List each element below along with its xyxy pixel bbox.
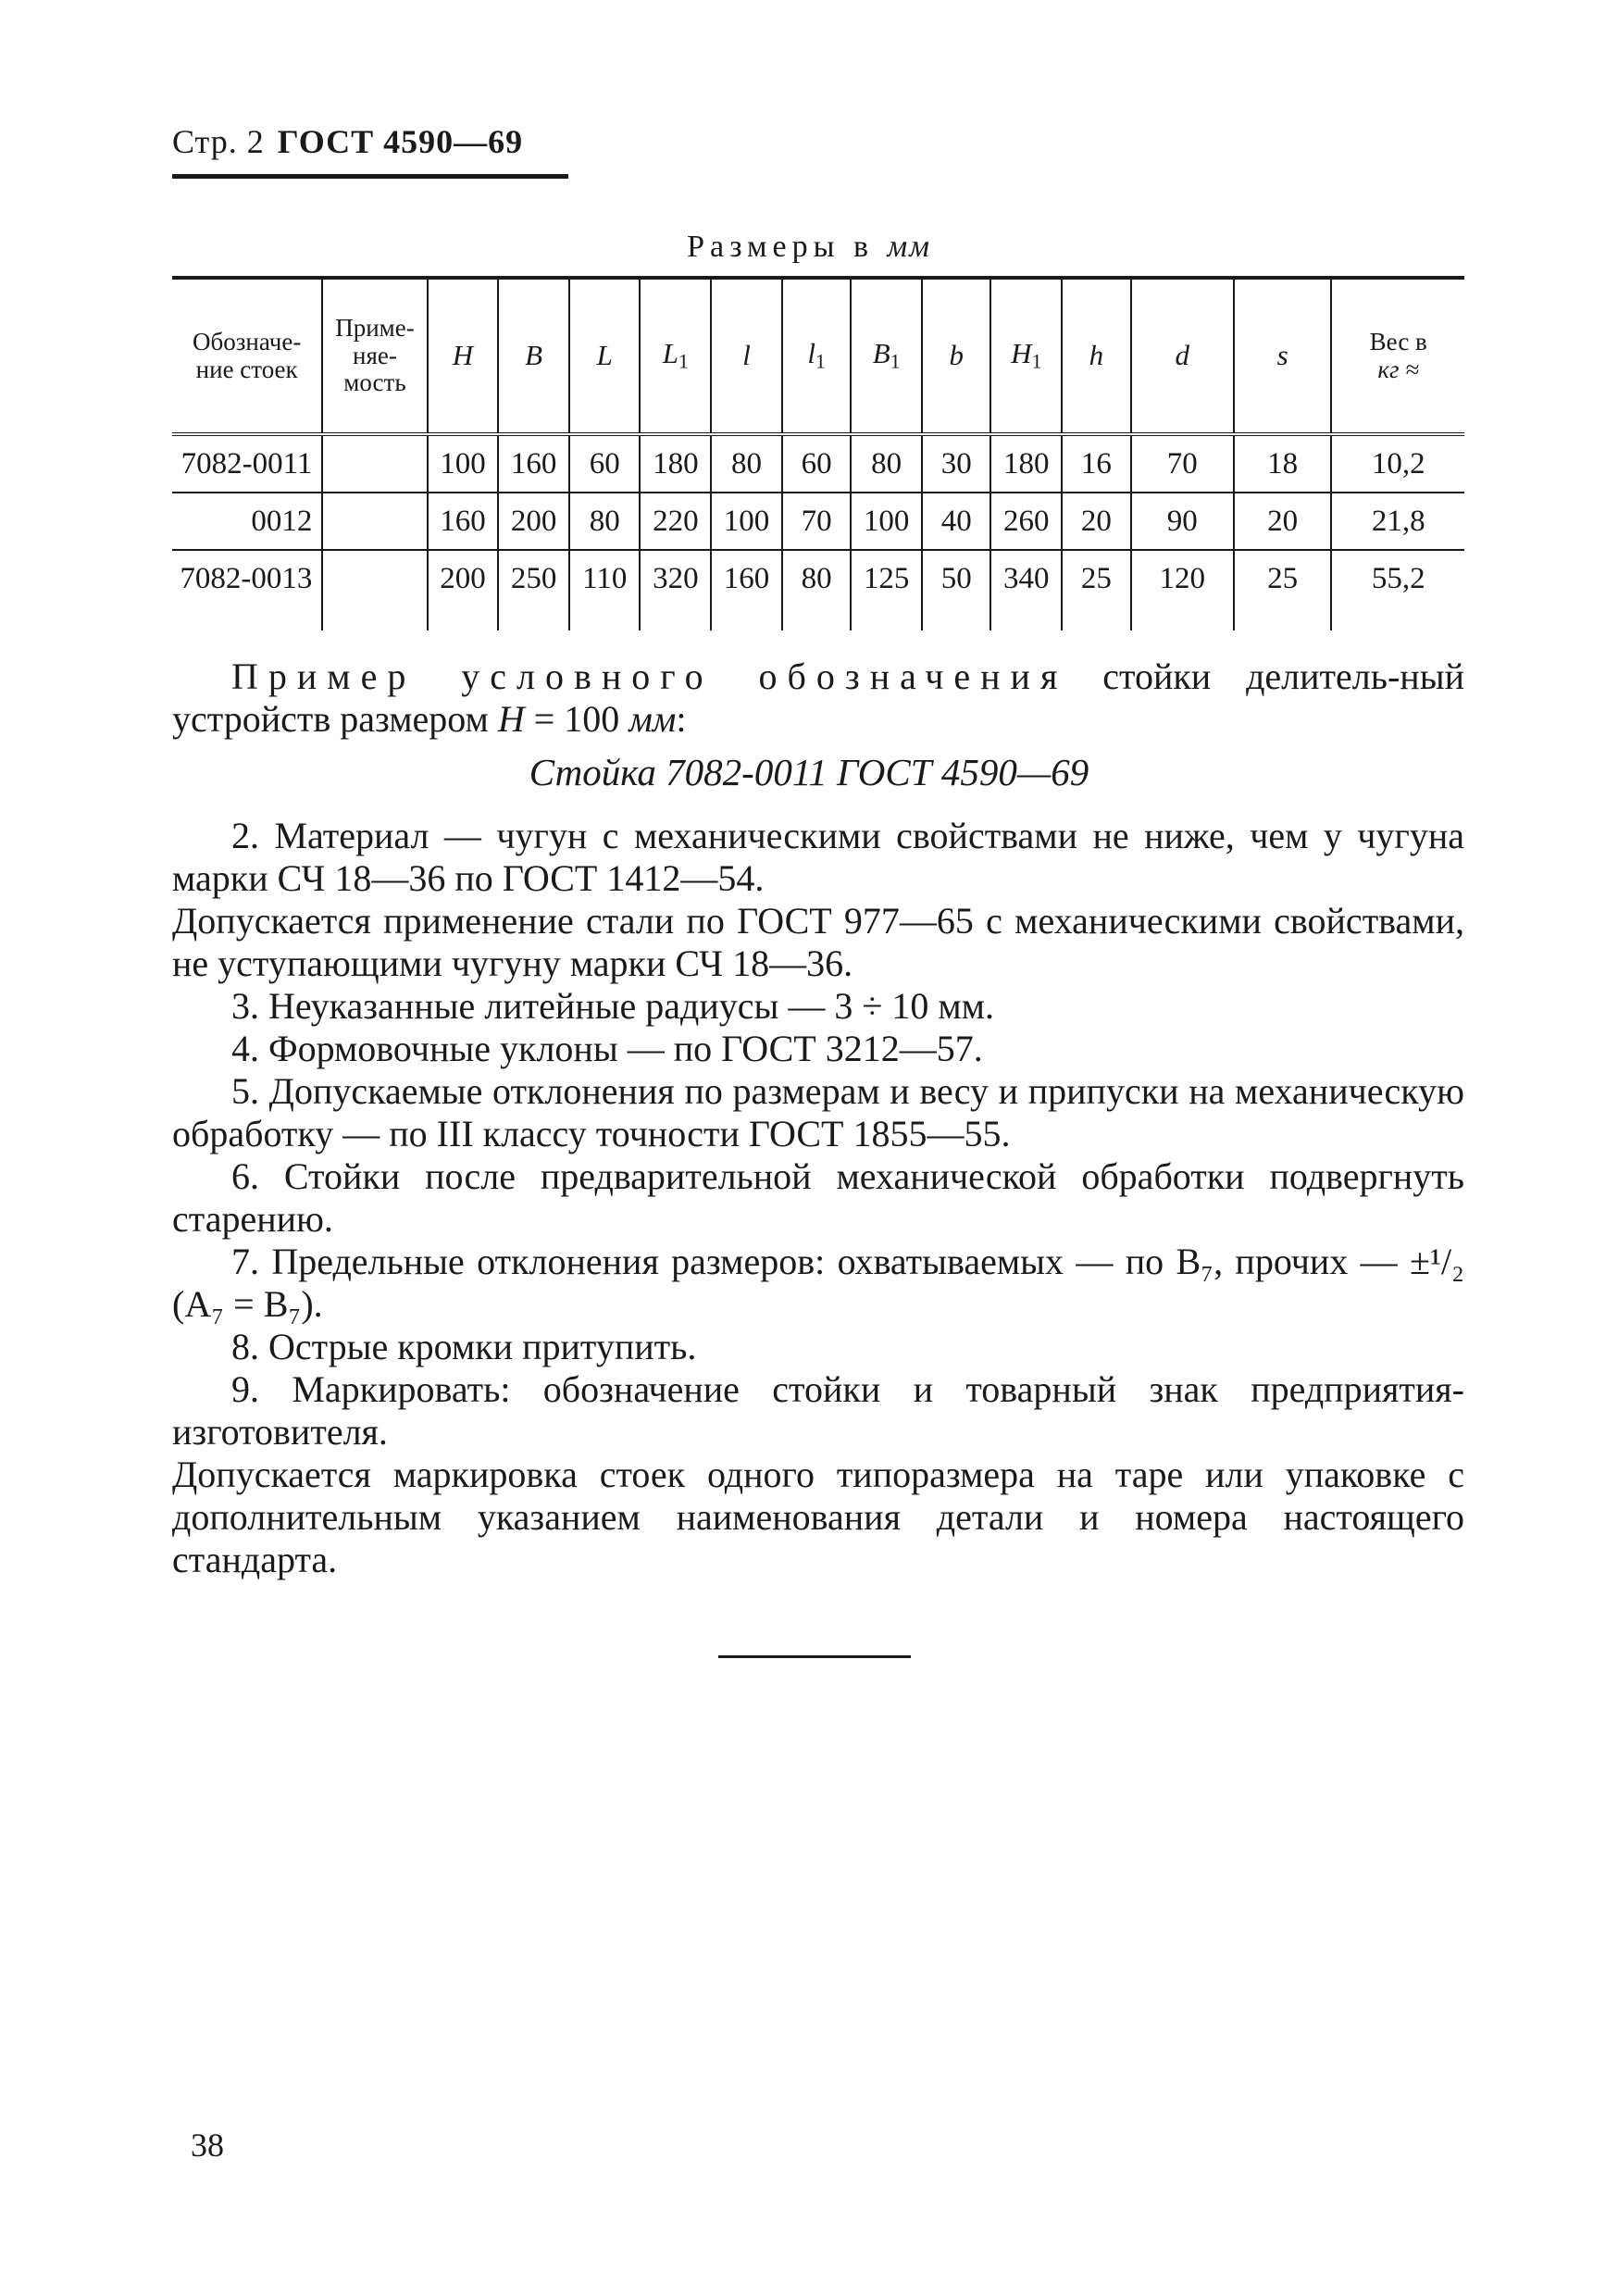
cell-weight: 55,2 — [1331, 550, 1464, 630]
list-item: 6. Стойки после предварительной механической обработки подвергнуть старению. — [172, 1155, 1464, 1240]
cell-h: 25 — [1062, 550, 1130, 630]
cell-applicability — [322, 550, 427, 630]
cell-L: 80 — [569, 493, 641, 550]
cell-H1: 340 — [990, 550, 1062, 630]
cell-b: 40 — [922, 493, 990, 550]
cell-B1: 100 — [851, 493, 922, 550]
page-number: 38 — [191, 2127, 224, 2164]
cell-H: 160 — [428, 493, 499, 550]
cell-B1: 125 — [851, 550, 922, 630]
list-item: 8. Острые кромки притупить. — [231, 1326, 697, 1367]
example-designation: Стойка 7082-0011 ГОСТ 4590—69 — [529, 751, 1089, 793]
cell-L1: 180 — [640, 434, 711, 493]
col-l: l — [711, 278, 782, 434]
col-d: d — [1131, 278, 1234, 434]
col-L: L — [569, 278, 641, 434]
cell-s: 18 — [1234, 434, 1332, 493]
cell-l1: 80 — [782, 550, 851, 630]
caption-unit: мм — [887, 230, 931, 264]
col-B: B — [498, 278, 569, 434]
cell-H: 100 — [428, 434, 499, 493]
cell-applicability — [322, 434, 427, 493]
table-row — [172, 434, 1464, 493]
list-item: 5. Допускаемые отклонения по размерам и весу и припуски на механическую обработку — по III классу точности ГОСТ 1855—55. — [172, 1070, 1464, 1154]
cell-h: 16 — [1062, 434, 1130, 493]
list-item: 9. Маркировать: обозначение стойки и товарный знак предприятия-изготовителя. — [172, 1368, 1464, 1453]
col-H1: $H_1$ — [990, 278, 1062, 434]
cell-l1: 60 — [782, 434, 851, 493]
page-header — [172, 122, 523, 161]
cell-designation: 7082-0013 — [180, 562, 313, 595]
col-l1: $l_1$ — [782, 278, 851, 434]
table-row — [172, 550, 1464, 630]
cell-b: 30 — [922, 434, 990, 493]
cell-d: 120 — [1131, 550, 1234, 630]
col-B1: $B_1$ — [851, 278, 922, 434]
col-applicability: Приме-няе-мость — [322, 278, 427, 434]
table-row — [172, 493, 1464, 550]
cell-h: 20 — [1062, 493, 1130, 550]
cell-L1: 220 — [640, 493, 711, 550]
cell-L: 110 — [569, 550, 641, 630]
example-intro: Пример условного обозначения стойки делитель-ный устройств размером H = 100 мм: — [172, 655, 1464, 740]
end-rule — [718, 1655, 911, 1658]
cell-B: 160 — [498, 434, 569, 493]
cell-b: 50 — [922, 550, 990, 630]
standard-number: ГОСТ 4590—69 — [277, 123, 524, 160]
list-item: 4. Формовочные уклоны — по ГОСТ 3212—57. — [231, 1028, 983, 1069]
cell-H: 200 — [428, 550, 499, 630]
cell-l: 160 — [711, 550, 782, 630]
cell-weight: 10,2 — [1331, 434, 1464, 493]
cell-H1: 260 — [990, 493, 1062, 550]
cell-s: 20 — [1234, 493, 1332, 550]
cell-s: 25 — [1234, 550, 1332, 630]
cell-l: 100 — [711, 493, 782, 550]
table-header-row — [172, 278, 1464, 434]
table-caption — [0, 230, 1618, 265]
cell-designation: 0012 — [172, 493, 322, 550]
page-label: Стр. 2 — [172, 123, 265, 160]
col-L1: $L_1$ — [640, 278, 711, 434]
dimensions-table — [172, 276, 1464, 630]
col-s: s — [1234, 278, 1332, 434]
caption-text: Размеры в — [687, 230, 875, 264]
cell-L: 60 — [569, 434, 641, 493]
list-item: 2. Материал — чугун с механическими свойствами не ниже, чем у чугуна марки СЧ 18—36 по ГОСТ 1412—54. — [172, 815, 1464, 899]
cell-d: 90 — [1131, 493, 1234, 550]
requirements-list — [172, 815, 1464, 1581]
col-h: h — [1062, 278, 1130, 434]
cell-designation: 7082-0011 — [172, 434, 322, 493]
cell-weight: 21,8 — [1331, 493, 1464, 550]
cell-B: 200 — [498, 493, 569, 550]
col-weight: Вес в кг ≈ — [1331, 278, 1464, 434]
header-rule — [172, 174, 568, 179]
list-item: Допускается маркировка стоек одного типоразмера на таре или упаковке с дополнительным указанием наименования детали и номера настоящего стандарта. — [172, 1454, 1464, 1580]
col-H: H — [428, 278, 499, 434]
list-item: Допускается применение стали по ГОСТ 977—65 с механическими свойствами, не уступающими чугуну марки СЧ 18—36. — [172, 900, 1464, 984]
col-designation: Обозначе-ние стоек — [172, 278, 322, 434]
cell-H1: 180 — [990, 434, 1062, 493]
col-b: b — [922, 278, 990, 434]
list-item: 7. Предельные отклонения размеров: охватываемых — по B₇, прочих — ±¹/₂ (A₇ = B₇). — [172, 1241, 1464, 1325]
cell-l: 80 — [711, 434, 782, 493]
cell-l1: 70 — [782, 493, 851, 550]
cell-d: 70 — [1131, 434, 1234, 493]
cell-B1: 80 — [851, 434, 922, 493]
cell-B: 250 — [498, 550, 569, 630]
cell-applicability — [322, 493, 427, 550]
cell-L1: 320 — [640, 550, 711, 630]
list-item: 3. Неуказанные литейные радиусы — 3 ÷ 10 мм. — [231, 985, 994, 1027]
